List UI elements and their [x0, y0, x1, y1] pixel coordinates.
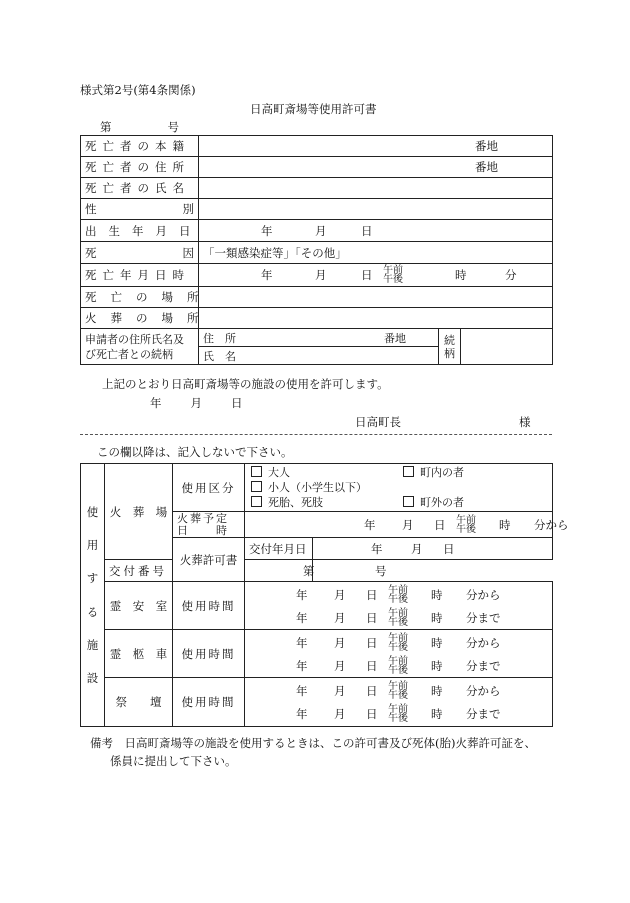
- option-nonresident[interactable]: 町外の者: [403, 495, 464, 510]
- honorific: 様: [519, 415, 531, 429]
- applicant-address-field[interactable]: 住 所 番地: [199, 329, 439, 347]
- scheduled-field[interactable]: 年 月 日 午前 午後 時 分から: [245, 512, 553, 538]
- note-line-1: 備考 日高町斎場等の施設を使用するときは、この許可書及び死体(胎)火葬許可証を、: [90, 736, 536, 750]
- name-label: 死亡者の氏名: [85, 181, 190, 195]
- hearse-label: 霊 柩 車: [105, 630, 173, 678]
- death-place-label: 死亡の場所: [85, 290, 213, 304]
- altar-usage-time-field[interactable]: 年 月 日 午前 午後 時 分から 年 月 日 午前 午後 時 分まで: [245, 678, 553, 727]
- sex-field[interactable]: [199, 199, 553, 220]
- issue-date-field[interactable]: 年 月 日: [313, 538, 553, 560]
- domicile-suffix: 番地: [475, 139, 498, 153]
- cremation-place-row: [81, 308, 553, 329]
- usage-category-options: [245, 464, 553, 512]
- name-field[interactable]: [199, 178, 553, 199]
- applicant-row-1: [81, 329, 553, 347]
- cremation-place-label: 火葬の場所: [85, 311, 213, 325]
- issue-number-label: 交付番号: [105, 560, 173, 582]
- applicant-info-table: [80, 135, 553, 365]
- notice-text: この欄以降は、記入しないで下さい。: [97, 445, 293, 459]
- hearse-usage-time-label: 使用時間: [173, 630, 245, 678]
- checkbox-icon: [403, 496, 414, 507]
- option-child[interactable]: 小人（小学生以下）: [251, 480, 546, 495]
- address-suffix: 番地: [475, 160, 498, 174]
- cremation-place-field[interactable]: [199, 308, 553, 329]
- checkbox-icon: [403, 466, 414, 477]
- scheduled-label: 火葬予定 日 時: [173, 512, 245, 538]
- option-resident[interactable]: 町内の者: [403, 465, 464, 480]
- domicile-label: 死亡者の本籍: [85, 139, 190, 153]
- issue-number-row: [81, 560, 553, 582]
- altar-usage-time-label: 使用時間: [173, 678, 245, 727]
- hearse-usage-time-field[interactable]: 年 月 日 午前 午後 時 分から 年 月 日 午前 午後 時 分まで: [245, 630, 553, 678]
- address-field[interactable]: [199, 157, 553, 178]
- option-stillborn[interactable]: 死胎、死肢: [251, 495, 546, 510]
- domicile-field[interactable]: [199, 136, 553, 157]
- birth-field[interactable]: [199, 220, 553, 242]
- note-line-2: 係員に提出して下さい。: [110, 754, 237, 768]
- birth-date-parts: 年 月 日: [261, 223, 373, 238]
- applicant-label: 申請者の住所氏名及 び死亡者との続柄: [81, 329, 199, 365]
- issue-date-label: 交付年月日: [245, 538, 313, 560]
- death-place-row: [81, 287, 553, 308]
- permission-text: 上記のとおり日高町斎場等の施設の使用を許可します。: [102, 377, 389, 391]
- hearse-row: [81, 630, 553, 678]
- checkbox-icon: [251, 481, 262, 492]
- applicant-name-field[interactable]: 氏 名: [199, 347, 439, 365]
- mayor-title: 日高町長: [355, 415, 401, 429]
- checkbox-icon: [251, 466, 262, 477]
- death-time-label: 死亡年月日時: [85, 268, 190, 282]
- relation-field[interactable]: [461, 329, 553, 365]
- crematorium-category-row: [81, 464, 553, 512]
- death-time-field[interactable]: [199, 264, 553, 287]
- mortuary-row: [81, 582, 553, 630]
- name-row: [81, 178, 553, 199]
- death-time-parts: 年 月 日 午前 午後 時 分: [261, 265, 517, 285]
- permit-label: 火葬許可書: [173, 538, 245, 582]
- sex-row: [81, 199, 553, 220]
- cause-options: 「一類感染症等」「その他」: [203, 245, 347, 260]
- cause-row: [81, 242, 553, 264]
- cause-field[interactable]: [199, 242, 553, 264]
- relation-label: 続 柄: [439, 329, 461, 365]
- death-place-field[interactable]: [199, 287, 553, 308]
- mortuary-label: 霊 安 室: [105, 582, 173, 630]
- domicile-row: [81, 136, 553, 157]
- cut-line: [80, 434, 552, 435]
- option-adult[interactable]: 大人: [251, 465, 546, 480]
- checkbox-icon: [251, 496, 262, 507]
- crematorium-label: 火 葬 場: [105, 464, 173, 560]
- death-time-row: [81, 264, 553, 287]
- birth-label: 出生年月日: [85, 223, 203, 238]
- mortuary-usage-time-label: 使用時間: [173, 582, 245, 630]
- address-row: [81, 157, 553, 178]
- address-label: 死亡者の住所: [85, 160, 190, 174]
- facility-label: 使 用 す る 施 設: [81, 464, 105, 727]
- issue-number-field[interactable]: 第 号: [245, 560, 313, 582]
- cause-label: 死 因: [85, 245, 194, 260]
- permission-date: 年 月 日: [150, 396, 245, 410]
- mortuary-usage-time-field[interactable]: 年 月 日 午前 午後 時 分から 年 月 日 午前 午後 時 分まで: [245, 582, 553, 630]
- form-number: 様式第2号(第4条関係): [80, 83, 196, 97]
- altar-label: 祭 壇: [105, 678, 173, 727]
- sex-label: 性 別: [85, 202, 194, 216]
- document-title: 日高町斎場等使用許可書: [250, 102, 377, 116]
- usage-category-label: 使用区分: [173, 464, 245, 512]
- permit-number: 第 号: [100, 120, 181, 134]
- facility-usage-table: [80, 463, 569, 727]
- altar-row: [81, 678, 553, 727]
- birth-row: [81, 220, 553, 242]
